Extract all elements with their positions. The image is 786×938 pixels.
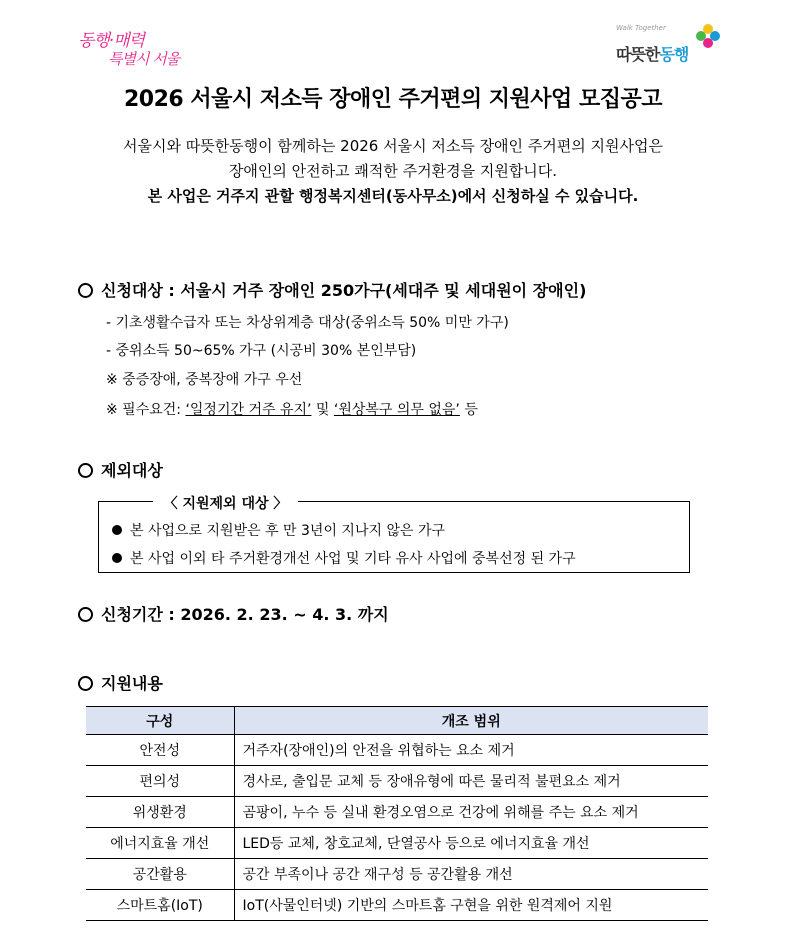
table-row: [86, 828, 708, 859]
req-mid: 및: [311, 402, 334, 418]
exclusion-item: [112, 520, 445, 540]
row-category: 안전성: [86, 735, 234, 766]
logo-name-b: 동행: [659, 45, 689, 64]
circle-bullet-icon: [78, 463, 93, 478]
target-heading-text: 신청대상 : 서울시 거주 장애인 250가구(세대주 및 세대원이 장애인): [101, 281, 587, 300]
logo-name-a: 따뜻한: [616, 45, 660, 64]
support-table: [86, 706, 708, 921]
period-heading-text: 신청기간 : 2026. 2. 23. ~ 4. 3. 까지: [101, 605, 389, 624]
exclusion-item-text: 본 사업 이외 타 주거환경개선 사업 및 기타 유사 사업에 중복선정 된 가구: [130, 551, 576, 567]
row-scope: LED등 교체, 창호교체, 단열공사 등으로 에너지효율 개선: [234, 828, 708, 859]
row-category: 위생환경: [86, 797, 234, 828]
table-row: [86, 890, 708, 921]
warm-together-logo: [616, 22, 726, 70]
mark-petal: [696, 31, 706, 41]
bullet-dot-icon: [112, 525, 122, 535]
seoul-logo: [78, 26, 188, 74]
req-underlined-1: ‘일정기간 거주 유지’: [185, 402, 312, 418]
target-item: - 중위소득 50~65% 가구 (시공비 30% 본인부담): [106, 343, 417, 359]
exclusion-item-text: 본 사업으로 지원받은 후 만 3년이 지나지 않은 가구: [130, 523, 445, 539]
table-row: [86, 735, 708, 766]
logo-name: [616, 42, 688, 65]
box-border-left: [98, 501, 153, 502]
support-heading: [78, 671, 163, 694]
column-header-scope: 개조 범위: [234, 707, 708, 735]
seoul-logo-line1: 동행·매력: [78, 31, 145, 51]
exclusion-item: [112, 548, 576, 568]
target-item: ※ 중증장애, 중복장애 가구 우선: [106, 372, 303, 388]
row-category: 에너지효율 개선: [86, 828, 234, 859]
column-header-category: 구성: [86, 707, 234, 735]
table-row: [86, 766, 708, 797]
row-scope: 곰팡이, 누수 등 실내 환경오염으로 건강에 위해를 주는 요소 제거: [234, 797, 708, 828]
table-row: [86, 859, 708, 890]
req-prefix: ※ 필수요건:: [106, 402, 186, 418]
circle-bullet-icon: [78, 607, 93, 622]
target-item-requirement: [106, 399, 478, 419]
page-title: 2026 서울시 저소득 장애인 주거편의 지원사업 모집공고: [124, 87, 662, 112]
table-header-row: [86, 707, 708, 735]
logo-tagline: Walk Together: [616, 24, 666, 32]
row-scope: 경사로, 출입문 교체 등 장애유형에 따른 물리적 불편요소 제거: [234, 766, 708, 797]
req-suffix: 등: [459, 402, 478, 418]
target-heading: [78, 278, 586, 301]
circle-bullet-icon: [78, 676, 93, 691]
intro-emphasis: 본 사업은 거주지 관할 행정복지센터(동사무소)에서 신청하실 수 있습니다.: [147, 187, 639, 205]
row-category: 스마트홈(IoT): [86, 890, 234, 921]
req-underlined-2: ‘원상복구 의무 없음’: [333, 402, 460, 418]
row-scope: 공간 부족이나 공간 재구성 등 공간활용 개선: [234, 859, 708, 890]
seoul-logo-line2: 특별시 서울: [108, 50, 180, 68]
row-scope: 거주자(장애인)의 안전을 위협하는 요소 제거: [234, 735, 708, 766]
target-item: - 기초생활수급자 또는 차상위계층 대상(중위소득 50% 미만 가구): [106, 315, 509, 331]
support-heading-text: 지원내용: [101, 674, 163, 693]
row-scope: IoT(사물인터넷) 기반의 스마트홈 구현을 위한 원격제어 지원: [234, 890, 708, 921]
intro-line: 서울시와 따뜻한동행이 함께하는 2026 서울시 저소득 장애인 주거편의 지원사업은: [122, 137, 663, 155]
exclusion-heading: [78, 458, 163, 481]
row-category: 공간활용: [86, 859, 234, 890]
intro-text: [0, 134, 786, 209]
table-row: [86, 797, 708, 828]
row-category: 편의성: [86, 766, 234, 797]
intro-line: 장애인의 안전하고 쾌적한 주거환경을 지원합니다.: [228, 162, 558, 180]
box-border-right: [298, 501, 690, 502]
flower-mark-icon: [694, 22, 722, 50]
circle-bullet-icon: [78, 283, 93, 298]
bullet-dot-icon: [112, 553, 122, 563]
period-heading: [78, 602, 389, 625]
exclusion-heading-text: 제외대상: [101, 461, 163, 480]
exclusion-box-title: 〈 지원제외 대상 〉: [163, 496, 288, 512]
